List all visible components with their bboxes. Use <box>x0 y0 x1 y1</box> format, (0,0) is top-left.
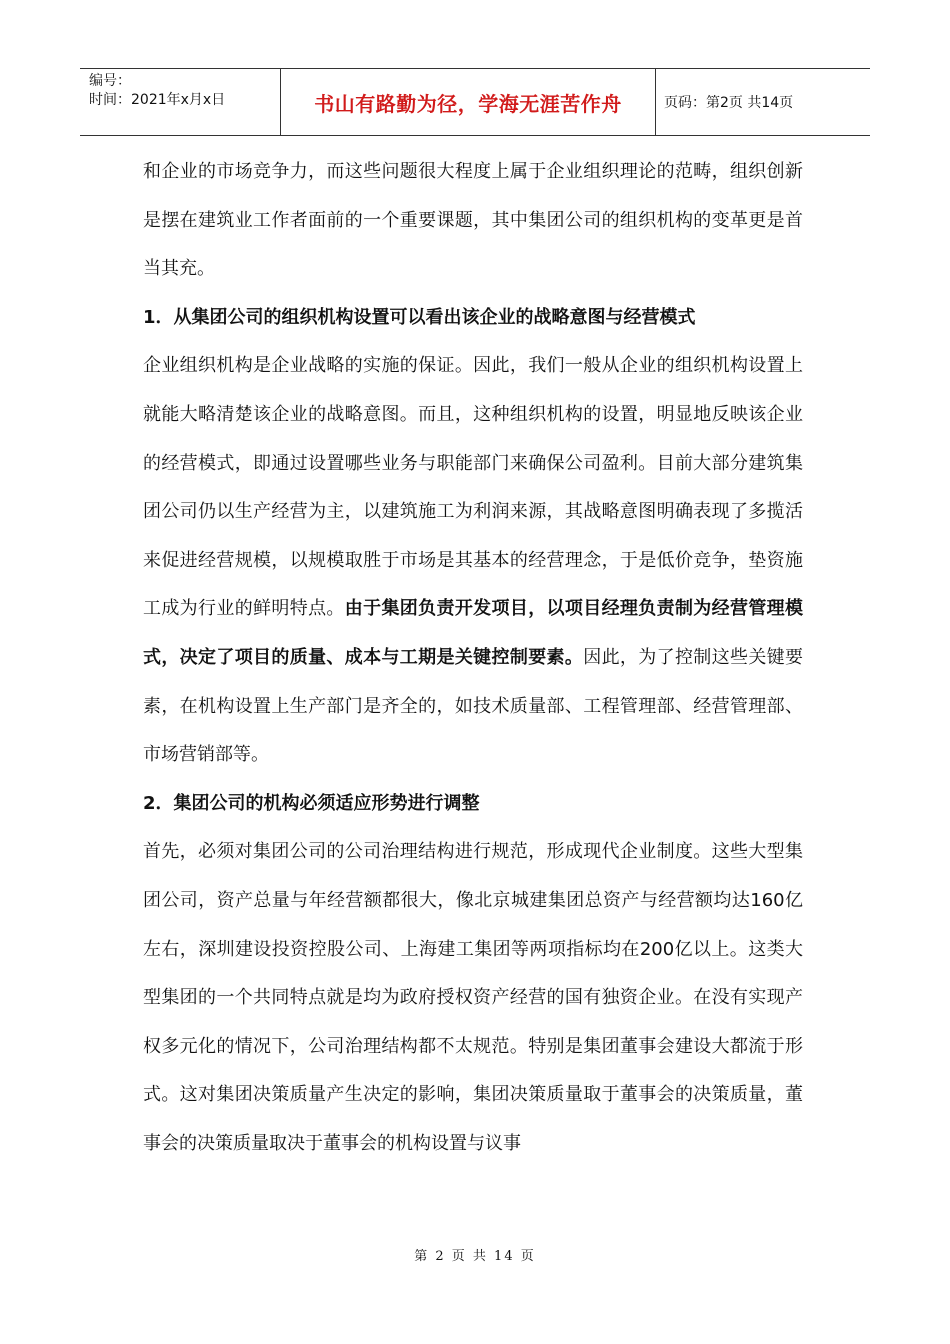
header-meta <box>80 69 281 135</box>
time-label: 时间：2021年x月x日 <box>89 92 226 108</box>
paragraph-strategy <box>143 342 803 779</box>
page-info: 页码：第2页 共14页 <box>664 95 794 111</box>
paragraph-strategy-text-a: 企业组织机构是企业战略的实施的保证。因此，我们一般从企业的组织机构设置上就能大略清楚该企业的战略意图。而且，这种组织机构的设置，明显地反映该企业的经营模式，即通过设置哪些业务与职能部门来确保公司盈利。目前大部分建筑集团公司仍以生产经营为主，以建筑施工为利润来源，其战略意图明确表现了多揽活来促进经营规模，以规模取胜于市场是其基本的经营理念，于是低价竞争，垫资施工成为行业的鲜明特点。 <box>143 355 803 620</box>
number-label: 编号： <box>89 73 131 89</box>
page-header <box>80 68 870 136</box>
header-page-info-cell <box>656 69 870 135</box>
paragraph-strategy-text-b: 因此，为了控制这些关键要素，在机构设置上生产部门是齐全的，如技术质量部、工程管理部、经营管理部、市场营销部等。 <box>143 646 804 766</box>
page-footer: 第 2 页 共 14 页 <box>414 1249 536 1264</box>
section-heading-2: 2．集团公司的机构必须适应形势进行调整 <box>143 792 480 814</box>
motto: 书山有路勤为径，学海无涯苦作舟 <box>314 91 622 116</box>
section-heading-1: 1．从集团公司的组织机构设置可以看出该企业的战略意图与经营模式 <box>143 306 696 328</box>
paragraph-strategy-bold: 由于集团负责开发项目，以项目经理负责制为经营管理模式，决定了项目的质量、成本与工期是关键控制要素。 <box>143 598 804 668</box>
paragraph-governance: 首先，必须对集团公司的公司治理结构进行规范，形成现代企业制度。这些大型集团公司，资产总量与年经营额都很大，像北京城建集团总资产与经营额均达160亿左右，深圳建设投资控股公司、上海建工集团等两项指标均在200亿以上。这类大型集团的一个共同特点就是均为政府授权资产经营的国有独资企业。在没有实现产权多元化的情况下，公司治理结构都不太规范。特别是集团董事会建设大都流于形式。这对集团决策质量产生决定的影响，集团决策质量取于董事会的决策质量，董事会的决策质量取决于董事会的机构设置与议事 <box>143 841 803 1154</box>
paragraph-intro: 和企业的市场竞争力，而这些问题很大程度上属于企业组织理论的范畴，组织创新是摆在建筑业工作者面前的一个重要课题，其中集团公司的组织机构的变革更是首当其充。 <box>143 161 803 280</box>
document-body <box>143 148 803 1168</box>
header-motto-cell <box>281 69 656 135</box>
